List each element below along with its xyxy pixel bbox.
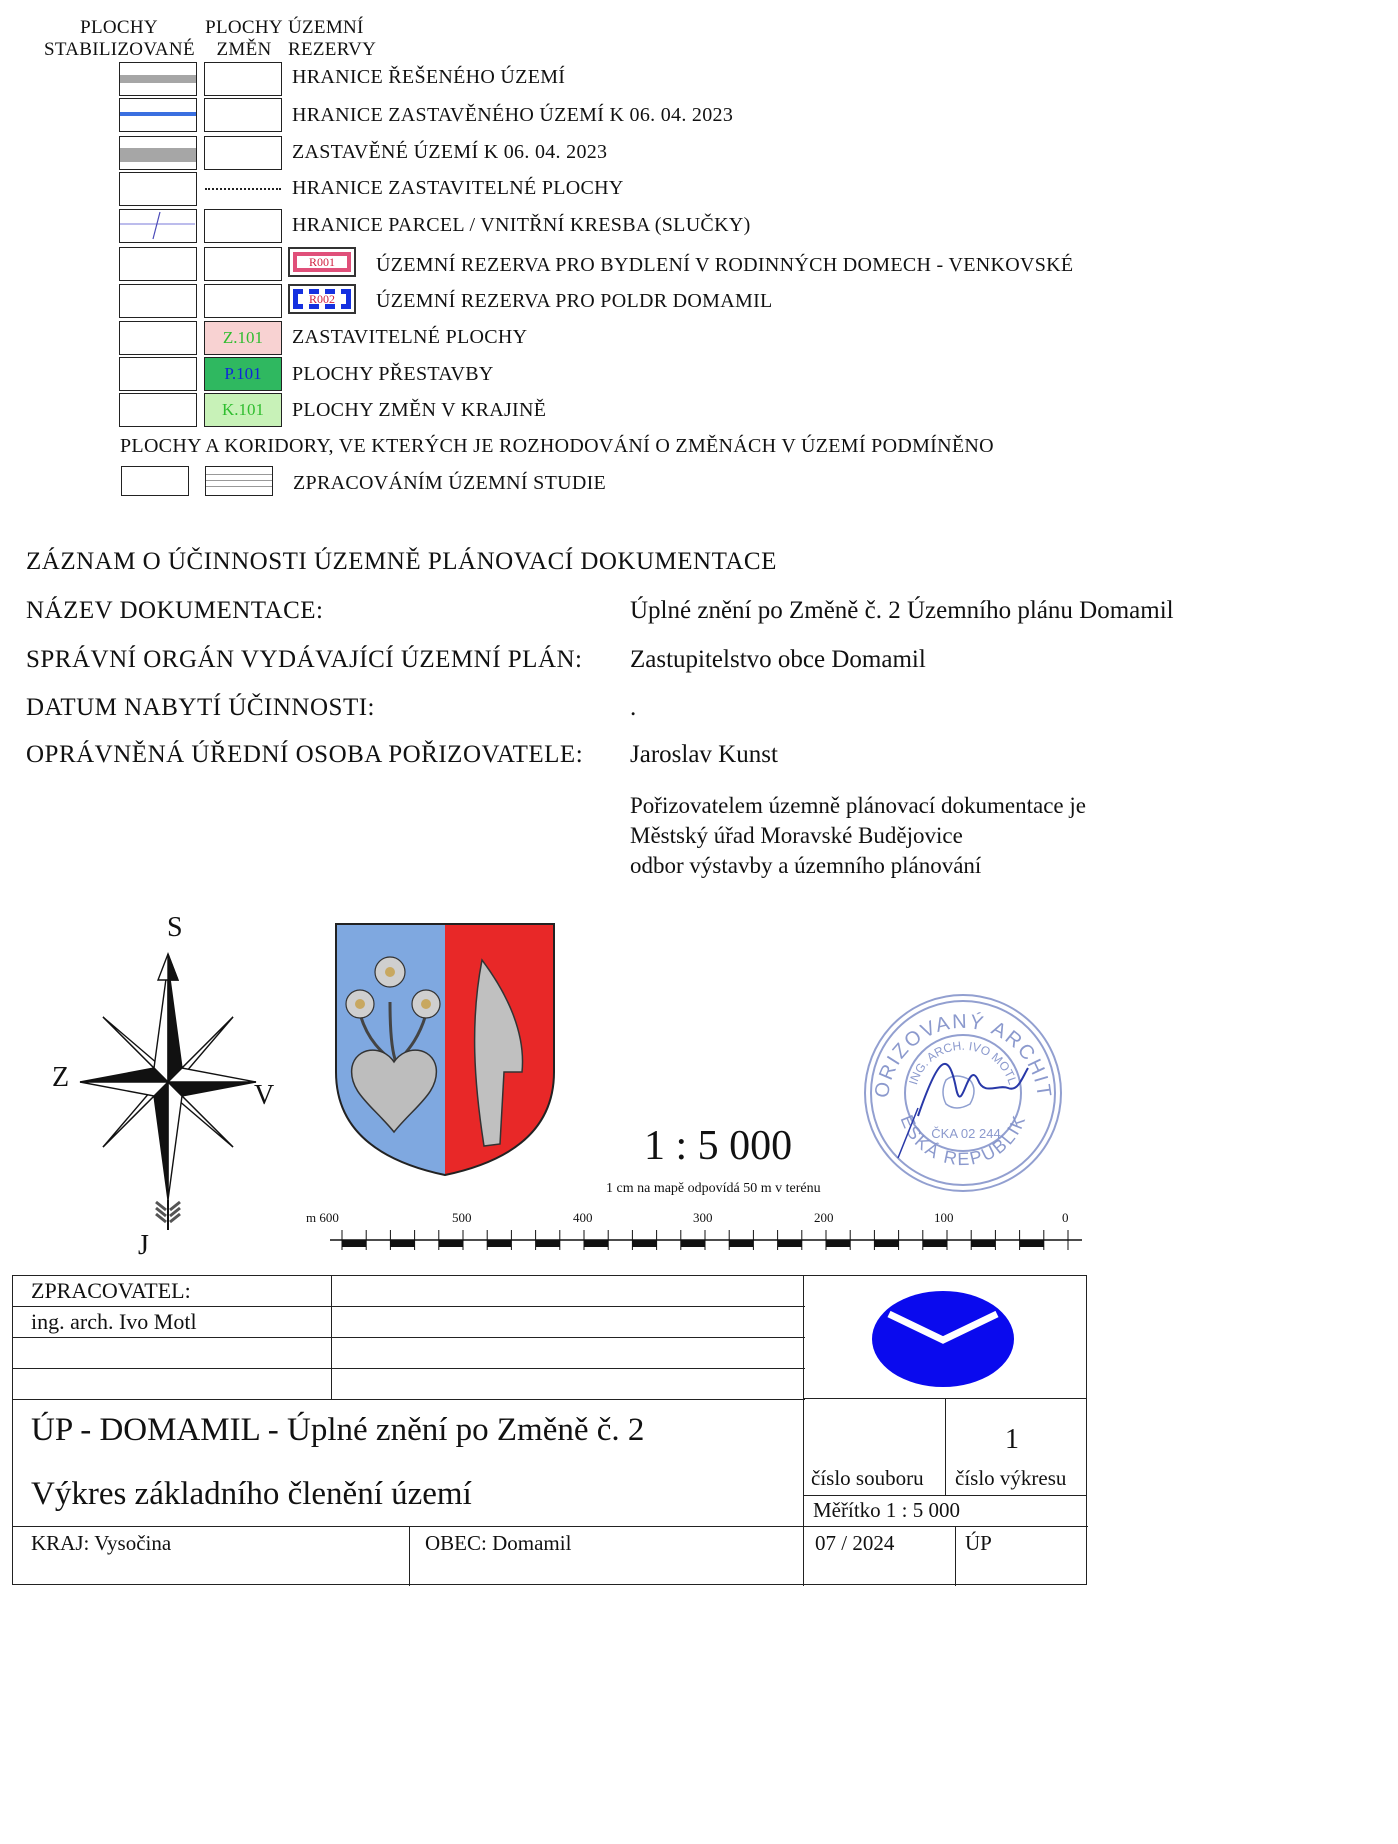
- legend-swatch-empty: [204, 209, 282, 243]
- legend-col-rez: ÚZEMNÍ REZERVY: [288, 17, 377, 60]
- author-row: [13, 1369, 805, 1400]
- compass-north: S: [167, 912, 183, 943]
- scale-bar-segment: [584, 1240, 608, 1247]
- legend-swatch-boundary-stab: [119, 62, 197, 96]
- record-value: Jaroslav Kunst: [630, 741, 778, 768]
- municipality: OBEC: Domamil: [425, 1531, 572, 1555]
- legend-label: ZASTAVITELNÉ PLOCHY: [292, 326, 528, 348]
- legend-swatch-parcel: [119, 209, 197, 243]
- stamp-inner-text: ING. ARCH. IVO MOTL: [906, 1038, 1020, 1087]
- legend-label: HRANICE ZASTAVĚNÉHO ÚZEMÍ K 06. 04. 2023: [292, 104, 734, 126]
- compass-south: J: [138, 1230, 149, 1261]
- legend-swatch-p: P.101: [204, 357, 282, 391]
- divider: [803, 1495, 1086, 1496]
- record-value: Zastupitelstvo obce Domamil: [630, 646, 926, 673]
- doc-code: ÚP: [965, 1531, 992, 1555]
- scale-bar-segment: [971, 1240, 995, 1247]
- scale-bar-segment: [632, 1240, 656, 1247]
- author-row: [13, 1338, 805, 1369]
- legend-label: HRANICE ŘEŠENÉHO ÚZEMÍ: [292, 66, 566, 88]
- legend-swatch-study: [205, 466, 273, 496]
- drawing-number-label: číslo výkresu: [955, 1466, 1067, 1490]
- legend-label: ZPRACOVÁNÍM ÚZEMNÍ STUDIE: [293, 472, 607, 494]
- divider: [955, 1526, 956, 1586]
- scale-tick: 400: [573, 1210, 593, 1225]
- record-note: Pořizovatelem územně plánovací dokumentace je Městský úřad Moravské Budějovice odbor výstavby a územního plánování: [630, 793, 1086, 878]
- record-value: .: [630, 694, 637, 721]
- svg-text:ING. ARCH. IVO MOTL: [906, 1039, 1020, 1087]
- legend-swatch-empty: [119, 284, 197, 318]
- legend-label: PLOCHY ZMĚN V KRAJINĚ: [292, 399, 547, 421]
- legend-swatch-empty: [204, 247, 282, 281]
- legend-label: HRANICE ZASTAVITELNÉ PLOCHY: [292, 177, 624, 199]
- compass-west: Z: [52, 1062, 70, 1093]
- legend-swatch-r001: [288, 247, 356, 277]
- record-title: ZÁZNAM O ÚČINNOSTI ÚZEMNĚ PLÁNOVACÍ DOKUMENTACE: [26, 548, 777, 575]
- region: KRAJ: Vysočina: [31, 1531, 172, 1555]
- legend-label: HRANICE PARCEL / VNITŘNÍ KRESBA (SLUČKY): [292, 214, 751, 236]
- legend-label: ÚZEMNÍ REZERVA PRO POLDR DOMAMIL: [376, 290, 773, 312]
- scale-bar-segment: [439, 1240, 463, 1247]
- legend-swatch-empty: [119, 321, 197, 355]
- architect-stamp: [858, 988, 1068, 1198]
- legend-label: ZASTAVĚNÉ ÚZEMÍ K 06. 04. 2023: [292, 141, 608, 163]
- author-label: ZPRACOVATEL:: [31, 1278, 191, 1303]
- divider: [945, 1399, 946, 1495]
- legend-swatch-k: K.101: [204, 393, 282, 427]
- scale-bar-segment: [923, 1240, 947, 1247]
- divider: [331, 1276, 332, 1400]
- scale-bar-segment: [1020, 1240, 1044, 1247]
- record-label: OPRÁVNĚNÁ ÚŘEDNÍ OSOBA POŘIZOVATELE:: [26, 741, 584, 768]
- legend-code-r002: R002: [308, 292, 335, 306]
- legend-swatch-empty: [204, 98, 282, 132]
- scale-label: Měřítko 1 : 5 000: [813, 1498, 960, 1522]
- record-value: Úplné znění po Změně č. 2 Územního plánu Domamil: [630, 597, 1174, 624]
- legend-swatch-z: Z.101: [204, 321, 282, 355]
- legend-swatch-empty: [121, 466, 189, 496]
- drawing-number: 1: [1005, 1424, 1019, 1455]
- scale-bar-segment: [681, 1240, 705, 1247]
- scale-bar-segment: [778, 1240, 802, 1247]
- scale-bar-segment: [390, 1240, 414, 1247]
- legend-swatch-empty: [119, 393, 197, 427]
- author-name: ing. arch. Ivo Motl: [31, 1309, 197, 1334]
- stamp-ring-text: ORIZOVANÝ ARCHIT: [870, 1010, 1056, 1101]
- legend-col-zmen: PLOCHY ZMĚN: [205, 17, 283, 60]
- scale-tick: 300: [693, 1210, 713, 1225]
- record-label: DATUM NABYTÍ ÚČINNOSTI:: [26, 694, 375, 721]
- compass-east: V: [254, 1080, 275, 1111]
- scale-tick: 200: [814, 1210, 834, 1225]
- legend-label: ÚZEMNÍ REZERVA PRO BYDLENÍ V RODINNÝCH DOMECH - VENKOVSKÉ: [376, 254, 1074, 276]
- scale-bar-segment: [874, 1240, 898, 1247]
- legend-swatch-built-area: [119, 136, 197, 170]
- stamp-ring-bottom: ESKÁ REPUBLIK: [896, 1111, 1030, 1170]
- divider: [13, 1526, 1088, 1527]
- scale-tick: m 600: [306, 1210, 339, 1225]
- legend-swatch-r002: [288, 284, 356, 314]
- author-logo: [803, 1276, 1086, 1399]
- legend-swatch-empty: [204, 284, 282, 318]
- scale-tick: 100: [934, 1210, 954, 1225]
- scale-ratio: 1 : 5 000: [644, 1123, 793, 1169]
- legend-swatch-empty: [204, 62, 282, 96]
- logo-cell: [803, 1276, 1086, 1399]
- scale-bar: [330, 1226, 1082, 1254]
- legend-swatch-empty: [119, 357, 197, 391]
- legend-swatch-empty: [119, 172, 197, 206]
- record-label: SPRÁVNÍ ORGÁN VYDÁVAJÍCÍ ÚZEMNÍ PLÁN:: [26, 646, 583, 673]
- legend-swatch-empty: [204, 136, 282, 170]
- scale-bar-segment: [536, 1240, 560, 1247]
- scale-bar-segment: [729, 1240, 753, 1247]
- scale-tick: 500: [452, 1210, 472, 1225]
- legend-swatch-dotted: [204, 172, 282, 206]
- legend-code-r001: R001: [308, 255, 335, 269]
- drawing-subtitle: Výkres základního členění území: [31, 1476, 472, 1512]
- scale-tick: 0: [1062, 1210, 1069, 1225]
- scale-bar-segment: [826, 1240, 850, 1247]
- file-number-label: číslo souboru: [811, 1466, 924, 1490]
- legend-swatch-built-boundary: [119, 98, 197, 132]
- date: 07 / 2024: [815, 1531, 895, 1555]
- scale-bar-segment: [342, 1240, 366, 1247]
- divider: [409, 1526, 410, 1586]
- compass-rose: [40, 912, 290, 1262]
- coat-of-arms: [334, 922, 556, 1178]
- stamp-number: ČKA 02 244: [931, 1126, 1001, 1141]
- legend-swatch-empty: [119, 247, 197, 281]
- legend-label: PLOCHY PŘESTAVBY: [292, 363, 494, 385]
- drawing-title: ÚP - DOMAMIL - Úplné znění po Změně č. 2: [31, 1412, 645, 1448]
- scale-note: 1 cm na mapě odpovídá 50 m v terénu: [606, 1181, 821, 1196]
- scale-bar-segment: [487, 1240, 511, 1247]
- legend-col-stab: PLOCHY STABILIZOVANÉ: [44, 17, 195, 60]
- record-label: NÁZEV DOKUMENTACE:: [26, 597, 324, 624]
- title-block: [12, 1275, 1087, 1585]
- legend-conditional-heading: PLOCHY A KORIDORY, VE KTERÝCH JE ROZHODOVÁNÍ O ZMĚNÁCH V ÚZEMÍ PODMÍNĚNO: [120, 435, 994, 457]
